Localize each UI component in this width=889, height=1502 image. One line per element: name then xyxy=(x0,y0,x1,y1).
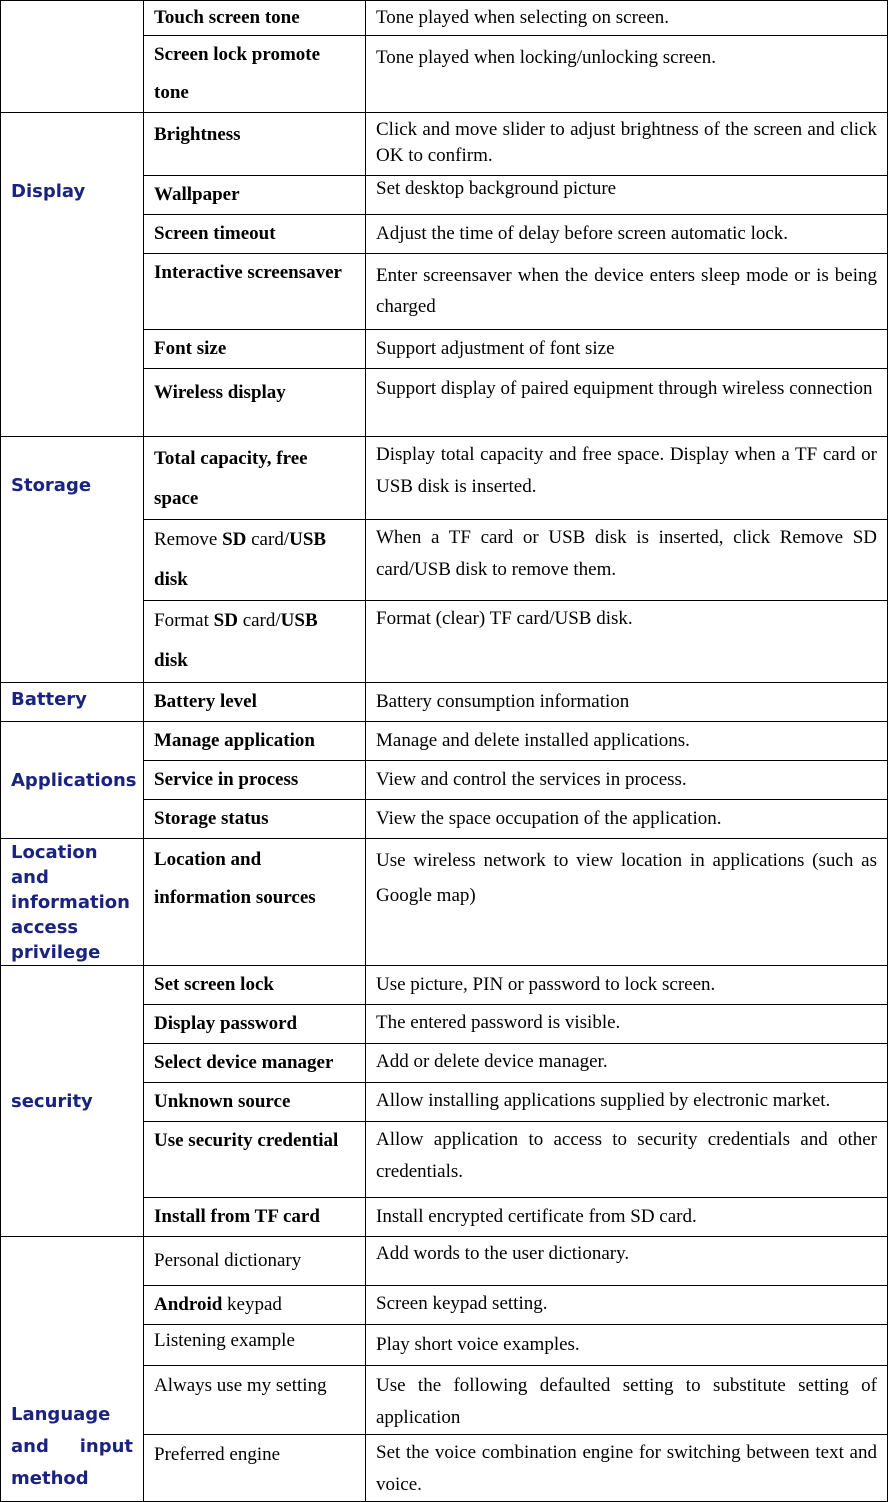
desc-total-capacity: Display total capacity and free space. Display when a TF card or USB disk is inserted. xyxy=(366,437,888,520)
category-battery: Battery xyxy=(1,683,144,722)
desc-location-sources: Use wireless network to view location in applications (such as Google map) xyxy=(366,839,888,966)
item-install-from-tf: Install from TF card xyxy=(144,1198,366,1237)
item-font-size: Font size xyxy=(144,330,366,369)
desc-unknown-source: Allow installing applications supplied by electronic market. xyxy=(366,1083,888,1122)
category-language-line1: Language xyxy=(11,1404,111,1425)
item-screen-timeout: Screen timeout xyxy=(144,215,366,254)
table-row xyxy=(1,1237,888,1286)
desc-format-sd: Format (clear) TF card/USB disk. xyxy=(366,601,888,683)
category-storage: Storage xyxy=(1,437,144,683)
item-touch-screen-tone: Touch screen tone xyxy=(144,1,366,36)
item-use-security-credential: Use security credential xyxy=(144,1122,366,1198)
item-personal-dictionary: Personal dictionary xyxy=(144,1237,366,1286)
desc-personal-dictionary: Add words to the user dictionary. xyxy=(366,1237,888,1286)
remove-sd-text-1: Remove xyxy=(154,529,223,550)
item-location-sources: Location and information sources xyxy=(144,839,366,966)
desc-brightness: Click and move slider to adjust brightness of the screen and click OK to confirm. xyxy=(366,113,888,176)
item-screen-lock-tone: Screen lock promote tone xyxy=(144,36,366,113)
category-sound-cont xyxy=(1,1,144,113)
category-applications: Applications xyxy=(1,722,144,839)
item-wireless-display: Wireless display xyxy=(144,369,366,437)
format-sd-text-1: Format xyxy=(154,610,214,631)
desc-set-screen-lock: Use picture, PIN or password to lock screen. xyxy=(366,966,888,1005)
item-interactive-screensaver: Interactive screensaver xyxy=(144,254,366,330)
table-row xyxy=(1,1,888,36)
item-total-capacity: Total capacity, free space xyxy=(144,437,366,520)
desc-screen-lock-tone: Tone played when locking/unlocking screen. xyxy=(366,36,888,113)
desc-use-security-credential: Allow application to access to security credentials and other credentials. xyxy=(366,1122,888,1198)
item-set-screen-lock: Set screen lock xyxy=(144,966,366,1005)
desc-service-in-process: View and control the services in process. xyxy=(366,761,888,800)
item-battery-level: Battery level xyxy=(144,683,366,722)
item-wallpaper: Wallpaper xyxy=(144,176,366,215)
remove-sd-text-4: USB disk xyxy=(154,529,327,590)
table-row xyxy=(1,839,888,966)
format-sd-text-4: USB disk xyxy=(154,610,318,671)
item-unknown-source: Unknown source xyxy=(144,1083,366,1122)
desc-font-size: Support adjustment of font size xyxy=(366,330,888,369)
category-security: security xyxy=(1,966,144,1237)
desc-always-use-my-setting: Use the following defaulted setting to substitute setting of application xyxy=(366,1366,888,1435)
category-language-line3: method xyxy=(11,1468,89,1489)
android-keypad-text-2: keypad xyxy=(222,1294,282,1315)
desc-interactive-screensaver: Enter screensaver when the device enters sleep mode or is being charged xyxy=(366,254,888,330)
desc-battery-level: Battery consumption information xyxy=(366,683,888,722)
item-manage-application: Manage application xyxy=(144,722,366,761)
item-select-device-manager: Select device manager xyxy=(144,1044,366,1083)
android-keypad-text-1: Android xyxy=(154,1294,223,1315)
item-preferred-engine: Preferred engine xyxy=(144,1435,366,1502)
item-remove-sd xyxy=(144,520,366,601)
item-always-use-my-setting: Always use my setting xyxy=(144,1366,366,1435)
desc-install-from-tf: Install encrypted certificate from SD card. xyxy=(366,1198,888,1237)
category-display: Display xyxy=(1,113,144,437)
table-row xyxy=(1,437,888,520)
desc-wallpaper: Set desktop background picture xyxy=(366,176,888,215)
table-row xyxy=(1,966,888,1005)
desc-touch-screen-tone: Tone played when selecting on screen. xyxy=(366,1,888,36)
category-language xyxy=(1,1237,144,1502)
item-service-in-process: Service in process xyxy=(144,761,366,800)
item-display-password: Display password xyxy=(144,1005,366,1044)
remove-sd-text-3: card/ xyxy=(246,529,290,550)
desc-display-password: The entered password is visible. xyxy=(366,1005,888,1044)
format-sd-text-2: SD xyxy=(213,610,238,631)
table-row xyxy=(1,113,888,176)
desc-preferred-engine: Set the voice combination engine for switching between text and voice. xyxy=(366,1435,888,1502)
table-row xyxy=(1,722,888,761)
table-row xyxy=(1,683,888,722)
desc-android-keypad: Screen keypad setting. xyxy=(366,1286,888,1325)
desc-listening-example: Play short voice examples. xyxy=(366,1325,888,1366)
desc-select-device-manager: Add or delete device manager. xyxy=(366,1044,888,1083)
desc-screen-timeout: Adjust the time of delay before screen automatic lock. xyxy=(366,215,888,254)
desc-remove-sd: When a TF card or USB disk is inserted, click Remove SD card/USB disk to remove them. xyxy=(366,520,888,601)
desc-manage-application: Manage and delete installed applications. xyxy=(366,722,888,761)
item-storage-status: Storage status xyxy=(144,800,366,839)
item-listening-example: Listening example xyxy=(144,1325,366,1366)
category-language-line2 xyxy=(11,1431,133,1463)
category-language-word-input: input xyxy=(79,1436,133,1457)
item-brightness: Brightness xyxy=(144,113,366,176)
item-android-keypad xyxy=(144,1286,366,1325)
desc-wireless-display: Support display of paired equipment through wireless connection xyxy=(366,369,888,437)
category-language-word-and: and xyxy=(11,1436,49,1457)
item-format-sd xyxy=(144,601,366,683)
category-location: Location and information access privilege xyxy=(1,839,144,966)
desc-storage-status: View the space occupation of the application. xyxy=(366,800,888,839)
remove-sd-text-2: SD xyxy=(222,529,247,550)
format-sd-text-3: card/ xyxy=(237,610,281,631)
